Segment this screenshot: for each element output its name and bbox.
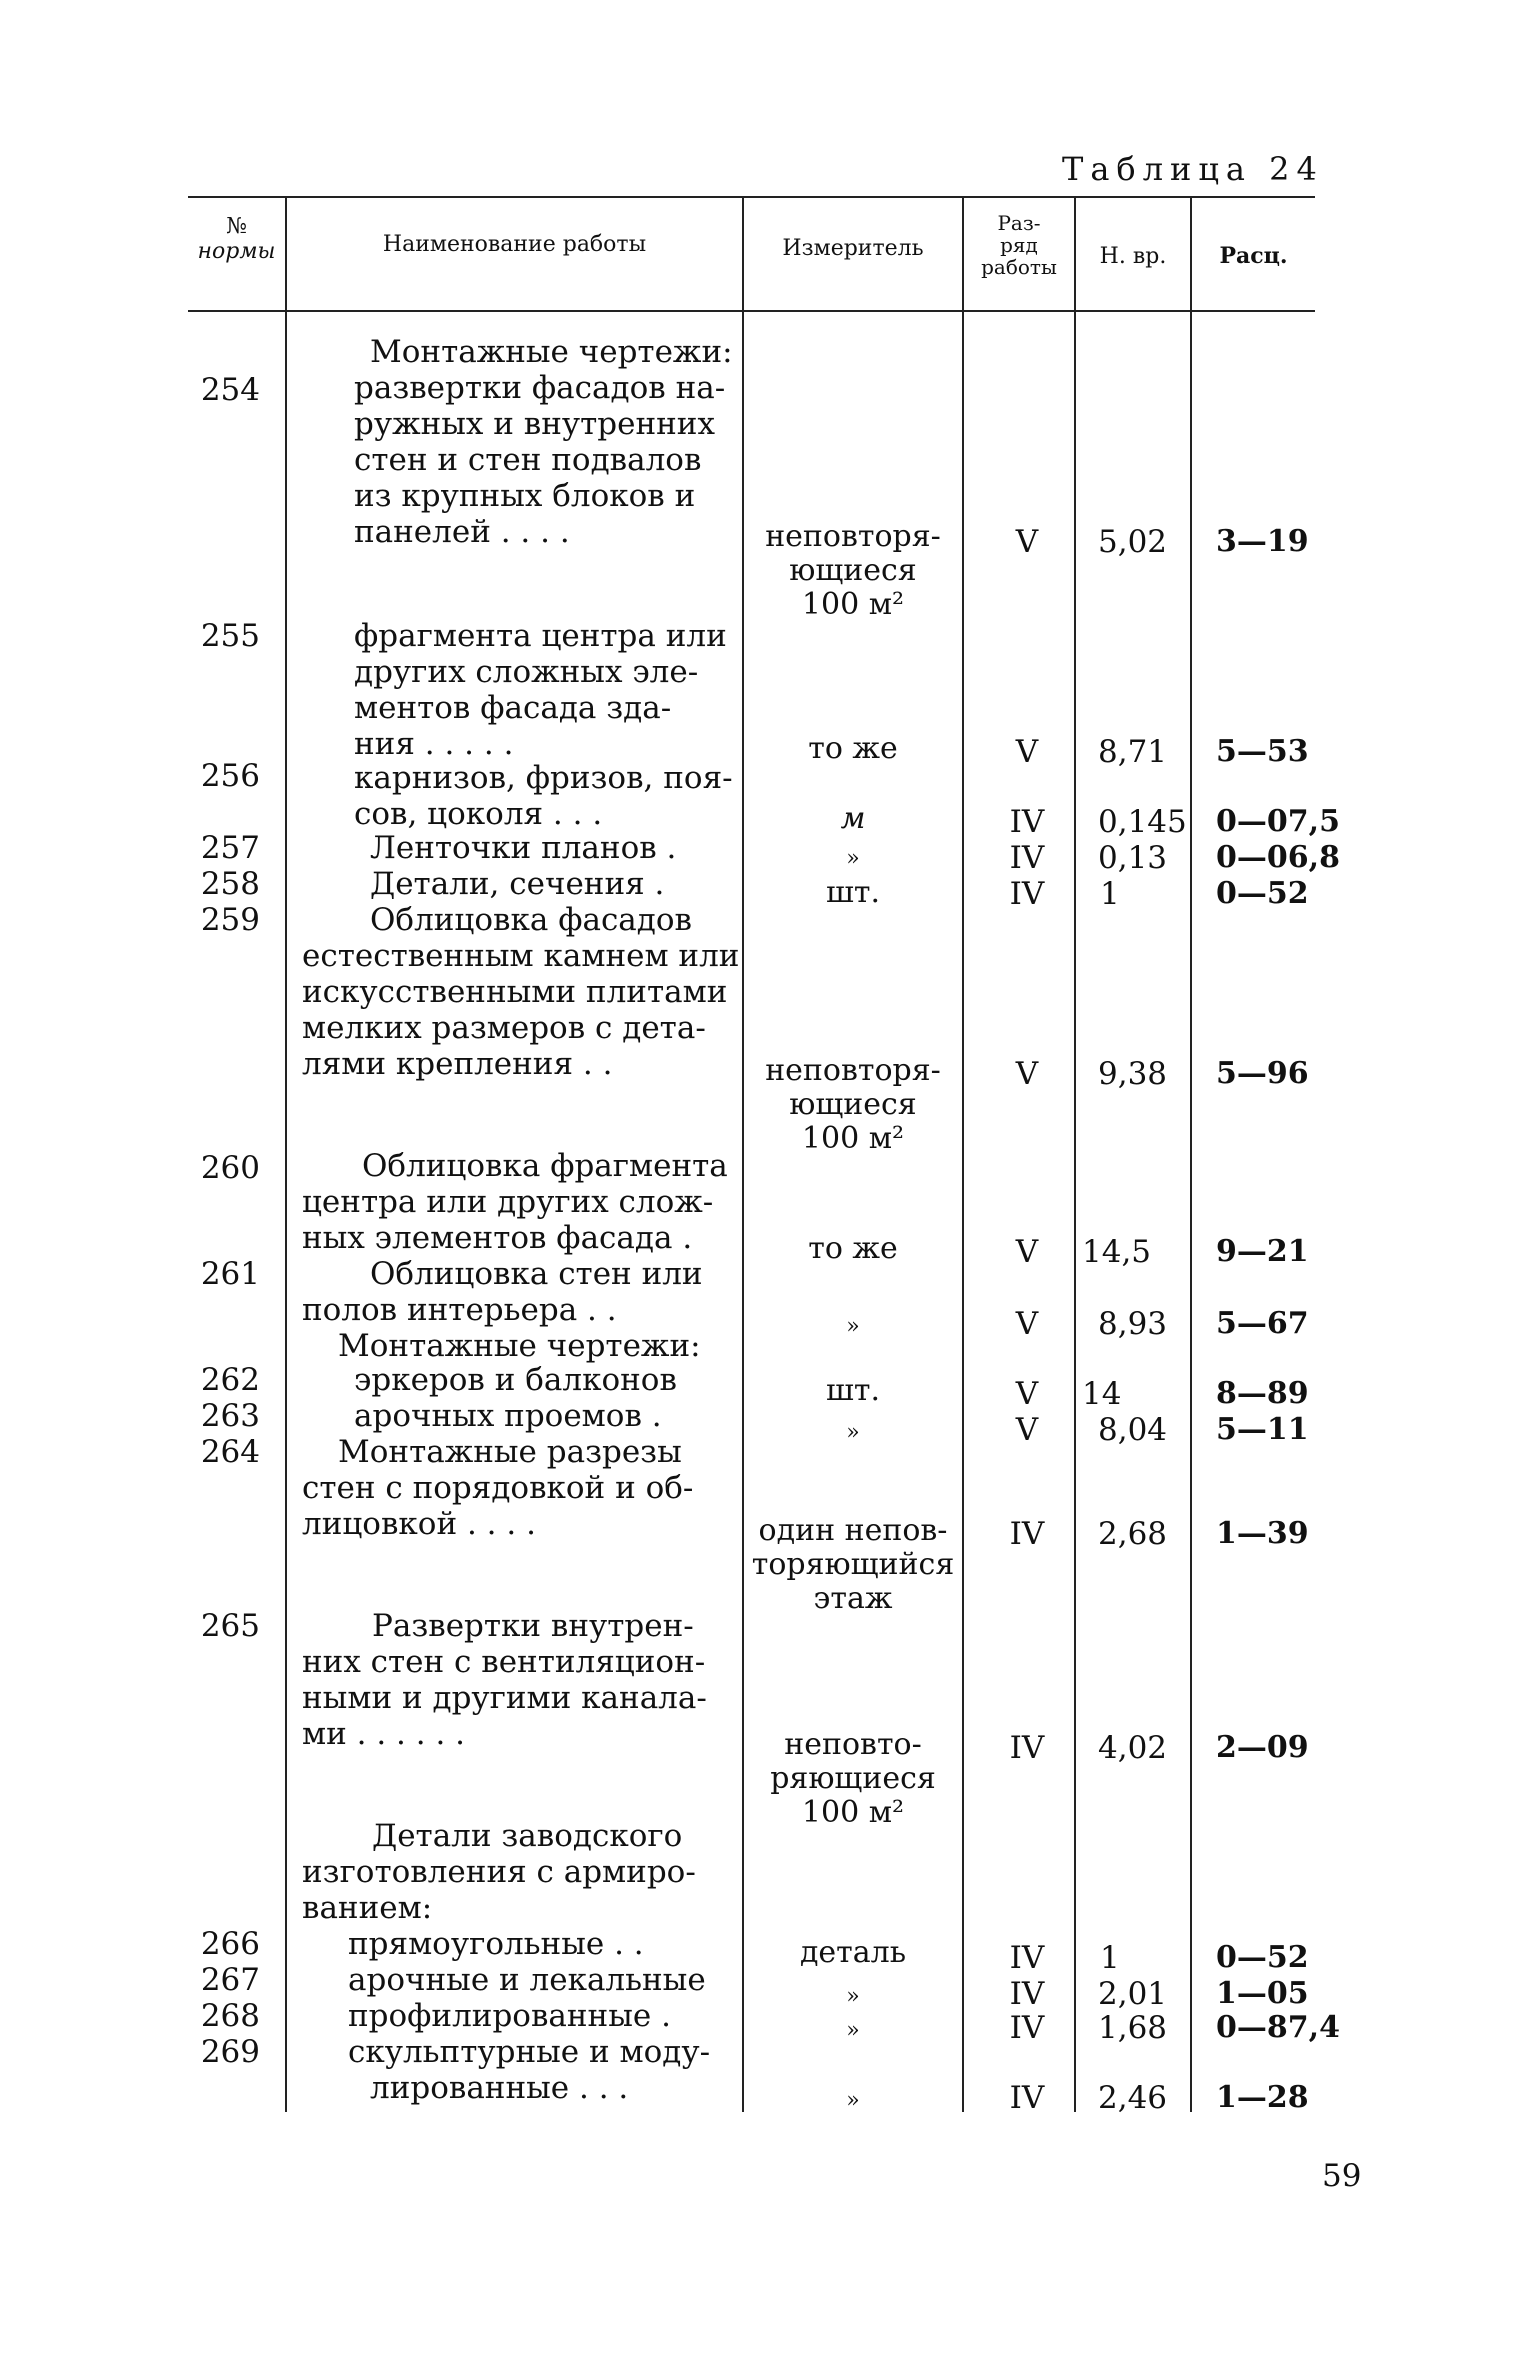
time-norm: 1,68 [1098,2010,1168,2046]
work-grade: IV [1009,2080,1045,2116]
header-norm-no [188,214,285,264]
work-description: развертки фасадов на- [354,370,726,406]
work-subheading: изготовления с армиро- [302,1854,696,1890]
work-description: Облицовка стен или [370,1256,703,1292]
work-grade: V [1015,524,1039,560]
rate-value: 5—96 [1216,1056,1309,1091]
time-norm: 1 [1100,1940,1120,1976]
measure-line: торяющийся [751,1547,955,1582]
time-norm: 14,5 [1082,1234,1152,1270]
work-description: лицовкой . . . . [302,1506,536,1542]
measure-unit [742,1054,964,1156]
header-norm-no-line1: № [226,214,247,239]
work-grade: IV [1009,1940,1045,1976]
rate-value: 0—52 [1216,1940,1309,1975]
time-norm: 2,01 [1098,1976,1168,2012]
norm-number: 266 [200,1926,260,1962]
work-grade: V [1015,1306,1039,1342]
norm-number: 269 [200,2034,260,2070]
norm-number: 260 [200,1150,260,1186]
work-description: них стен с вентиляцион- [302,1644,706,1680]
rate-value: 3—19 [1216,524,1309,559]
header-grade-line1: Раз- [997,211,1041,235]
work-grade: IV [1009,804,1045,840]
work-description: прямоугольные . . [348,1926,644,1962]
time-norm: 8,71 [1098,734,1168,770]
header-rate: Расц. [1219,243,1288,269]
work-description: ми . . . . . . [302,1716,466,1752]
time-norm: 8,93 [1098,1306,1168,1342]
work-description: карнизов, фризов, поя- [354,760,733,796]
time-norm: 0,145 [1098,804,1187,840]
measure-unit: то же [808,731,898,766]
measure-line: ющиеся [789,553,917,588]
norm-number: 267 [200,1962,260,1998]
work-description: искусственными плитами [302,974,728,1010]
work-description: панелей . . . . [354,514,570,550]
work-grade: V [1015,1234,1039,1270]
work-grade: IV [1009,1730,1045,1766]
time-norm: 1 [1100,876,1120,912]
measure-unit: шт. [825,1373,881,1408]
rate-value: 5—67 [1216,1306,1309,1341]
work-description: эркеров и балконов [354,1362,677,1398]
work-description: лями крепления . . [302,1046,613,1082]
work-description: из крупных блоков и [354,478,696,514]
work-grade: IV [1009,2010,1045,2046]
work-description: скульптурные и моду- [348,2034,711,2070]
rate-value: 0—06,8 [1216,840,1340,875]
measure-unit: шт. [825,875,881,910]
measure-unit: » [846,2018,860,2043]
measure-unit: то же [808,1231,898,1266]
work-grade: V [1015,734,1039,770]
measure-line: один непов- [758,1513,948,1548]
measure-unit [742,520,964,622]
norm-number: 256 [200,758,260,794]
header-measure: Измеритель [782,236,924,261]
work-grade: V [1015,1376,1039,1412]
time-norm: 0,13 [1098,840,1168,876]
rate-value: 1—28 [1216,2080,1309,2115]
work-description: фрагмента центра или [354,618,727,654]
time-norm: 8,04 [1098,1412,1168,1448]
work-grade: IV [1009,840,1045,876]
work-grade: IV [1009,1976,1045,2012]
table-top-rule [188,196,1315,198]
norm-number: 265 [200,1608,260,1644]
rate-value: 9—21 [1216,1234,1309,1269]
work-description: ния . . . . . [354,726,514,762]
measure-unit: деталь [799,1935,907,1970]
work-description: Монтажные чертежи: [370,334,733,370]
time-norm: 5,02 [1098,524,1168,560]
time-norm: 4,02 [1098,1730,1168,1766]
work-description: ментов фасада зда- [354,690,672,726]
work-description: Ленточки планов . [370,830,677,866]
work-description: лированные . . . [370,2070,629,2106]
rate-value: 8—89 [1216,1376,1309,1411]
work-description: Монтажные разрезы [338,1434,682,1470]
column-divider [1190,196,1192,2112]
time-norm: 9,38 [1098,1056,1168,1092]
norm-number: 258 [200,866,260,902]
rate-value: 5—53 [1216,734,1309,769]
measure-unit: » [846,2088,860,2113]
measure-line: неповто- [784,1727,922,1762]
norm-number: 264 [200,1434,260,1470]
time-norm: 2,46 [1098,2080,1168,2116]
work-description: ными и другими канала- [302,1680,707,1716]
measure-line: неповторя- [765,519,941,554]
norm-number: 259 [200,902,260,938]
norm-number: 263 [200,1398,260,1434]
work-subheading: Детали заводского [372,1818,683,1854]
measure-line: 100 м² [801,587,905,622]
table-title: Таблица 24 [1062,150,1324,188]
work-description: стен с порядовкой и об- [302,1470,694,1506]
time-norm: 14 [1082,1376,1122,1412]
time-norm: 2,68 [1098,1516,1168,1552]
rate-value: 0—87,4 [1216,2010,1340,2045]
norm-number: 262 [200,1362,260,1398]
measure-line: 100 м² [801,1795,905,1830]
measure-unit: м [840,801,866,836]
measure-line: ющиеся [789,1087,917,1122]
work-description: арочные и лекальные [348,1962,706,1998]
work-description: стен и стен подвалов [354,442,702,478]
norm-number: 254 [200,372,260,408]
measure-unit: » [846,1314,860,1339]
work-subheading: Монтажные чертежи: [338,1328,701,1364]
work-description: Облицовка фасадов [370,902,692,938]
header-grade-line2: ряд [1000,233,1038,257]
work-description: Детали, сечения . [370,866,665,902]
header-time-norm: Н. вр. [1099,244,1167,269]
work-description: ружных и внутренних [354,406,715,442]
measure-unit: » [846,1420,860,1445]
work-description: сов, цоколя . . . [354,796,603,832]
work-description: других сложных эле- [354,654,699,690]
measure-line: неповторя- [765,1053,941,1088]
work-grade: IV [1009,876,1045,912]
header-bottom-rule [188,310,1315,312]
work-description: Облицовка фрагмента [362,1148,728,1184]
column-divider [1074,196,1076,2112]
rate-value: 0—07,5 [1216,804,1340,839]
norm-number: 261 [200,1256,260,1292]
norm-number: 257 [200,830,260,866]
work-description: полов интерьера . . [302,1292,617,1328]
work-grade: V [1015,1056,1039,1092]
norm-number: 255 [200,618,260,654]
measure-line: этаж [813,1581,893,1616]
work-description: центра или других слож- [302,1184,714,1220]
header-grade-line3: работы [981,255,1057,279]
work-grade: IV [1009,1516,1045,1552]
work-description: арочных проемов . [354,1398,662,1434]
rate-value: 1—39 [1216,1516,1309,1551]
work-grade: V [1015,1412,1039,1448]
header-norm-no-line2: нормы [197,239,276,264]
work-description: мелких размеров с дета- [302,1010,706,1046]
column-divider [285,196,287,2112]
header-grade [964,212,1074,278]
measure-unit: » [846,1984,860,2009]
rate-value: 1—05 [1216,1976,1309,2011]
measure-unit [742,1514,964,1616]
work-subheading: ванием: [302,1890,433,1926]
measure-unit: » [846,846,860,871]
measure-line: ряющиеся [770,1761,936,1796]
measure-unit [742,1728,964,1830]
rate-value: 2—09 [1216,1730,1309,1765]
work-description: ных элементов фасада . [302,1220,693,1256]
work-description: профилированные . [348,1998,671,2034]
page-number: 59 [1322,2158,1362,2194]
rate-value: 0—52 [1216,876,1309,911]
work-description: Развертки внутрен- [372,1608,694,1644]
norm-number: 268 [200,1998,260,2034]
rate-value: 5—11 [1216,1412,1309,1447]
work-description: естественным камнем или [302,938,740,974]
header-work-name: Наименование работы [382,232,647,257]
measure-line: 100 м² [801,1121,905,1156]
